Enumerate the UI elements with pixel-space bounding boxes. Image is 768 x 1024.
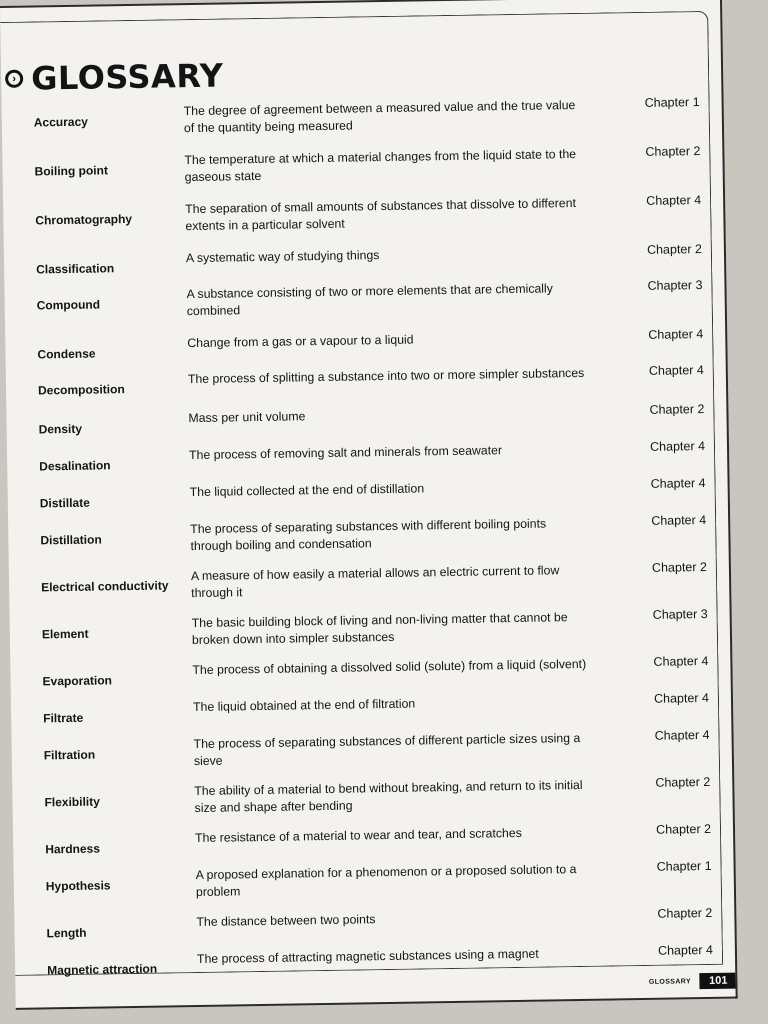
glossary-entry <box>40 513 706 557</box>
glossary-term: Evaporation <box>42 673 113 689</box>
glossary-term: Condense <box>37 346 96 362</box>
glossary-entry <box>35 193 701 237</box>
glossary-chapter: Chapter 2 <box>651 559 708 575</box>
glossary-chapter: Chapter 4 <box>653 653 709 669</box>
page-number: 101 <box>699 973 736 990</box>
glossary-definition: Change from a gas or a vapour to a liquid <box>187 332 414 351</box>
glossary-chapter: Chapter 2 <box>655 774 711 790</box>
glossary-term: Magnetic attraction <box>47 961 158 978</box>
glossary-term: Classification <box>36 261 115 277</box>
glossary-term: Chromatography <box>35 211 133 228</box>
glossary-definition: The liquid obtained at the end of filtration <box>192 696 416 715</box>
glossary-entry <box>36 242 702 276</box>
glossary-entry <box>47 943 713 977</box>
glossary-term: Filtration <box>43 747 96 763</box>
glossary-term: Boiling point <box>34 163 109 179</box>
glossary-term: Flexibility <box>44 794 100 810</box>
glossary-term: Filtrate <box>43 710 84 726</box>
glossary-definition: The temperature at which a material changes from the liquid state to the gaseous state <box>184 146 577 185</box>
glossary-entry <box>46 859 712 903</box>
glossary-entry <box>44 775 710 819</box>
glossary-definition: The process of separating substances with different boiling points through boiling and condensation <box>190 516 547 554</box>
glossary-definition: A substance consisting of two or more elements that are chemically combined <box>186 281 553 319</box>
circle-arrow-icon: › <box>5 70 23 88</box>
page-footer <box>649 973 736 990</box>
glossary-chapter: Chapter 2 <box>645 144 701 159</box>
glossary-definition: The process of separating substances of different particle sizes using a sieve <box>193 730 581 769</box>
glossary-chapter: Chapter 4 <box>653 690 710 706</box>
glossary-chapter: Chapter 1 <box>644 95 700 110</box>
glossary-chapter: Chapter 4 <box>650 475 706 491</box>
glossary-entry <box>45 822 711 856</box>
glossary-term: Hardness <box>45 841 101 857</box>
glossary-term: Hypothesis <box>45 878 111 894</box>
glossary-entry <box>39 439 705 473</box>
glossary-entry <box>38 363 704 397</box>
glossary-chapter: Chapter 2 <box>656 821 712 837</box>
glossary-entry <box>44 728 710 772</box>
glossary-definition: The liquid collected at the end of distillation <box>189 481 425 500</box>
glossary-chapter: Chapter 4 <box>657 942 714 958</box>
glossary-definition: The process of splitting a substance into two or more simpler substances <box>187 365 585 387</box>
glossary-term: Decomposition <box>37 382 125 398</box>
glossary-chapter: Chapter 4 <box>651 512 707 528</box>
glossary-definition: The process of attracting magnetic substances using a magnet <box>196 946 539 967</box>
glossary-definition: The ability of a material to bend without breaking, and return to its initial size and shape after bending <box>194 777 583 816</box>
page-title: GLOSSARY <box>30 56 224 98</box>
glossary-term: Electrical conductivity <box>41 578 169 595</box>
glossary-entry <box>46 906 712 940</box>
glossary-entry <box>42 654 708 688</box>
glossary-chapter: Chapter 4 <box>648 326 704 342</box>
glossary-entry <box>37 327 703 361</box>
glossary-entry <box>38 402 704 436</box>
glossary-chapter: Chapter 3 <box>647 278 703 293</box>
glossary-definition: A systematic way of studying things <box>185 248 380 266</box>
glossary-definition: A measure of how easily a material allows an electric current to flow through it <box>190 563 560 601</box>
glossary-definition: The resistance of a material to wear and tear, and scratches <box>194 825 522 846</box>
glossary-term: Density <box>38 421 83 437</box>
glossary-definition: The process of removing salt and minerals from seawater <box>188 443 503 463</box>
glossary-entry <box>41 560 707 604</box>
glossary-term: Distillate <box>39 495 90 511</box>
glossary-chapter: Chapter 4 <box>648 362 704 378</box>
glossary-chapter: Chapter 2 <box>649 401 705 417</box>
glossary-chapter: Chapter 1 <box>656 858 712 874</box>
glossary-header <box>5 57 224 98</box>
glossary-entry <box>42 607 708 651</box>
glossary-term: Compound <box>36 297 101 313</box>
glossary-entry <box>40 476 706 510</box>
glossary-chapter: Chapter 4 <box>649 438 706 454</box>
glossary-chapter: Chapter 4 <box>654 727 710 743</box>
glossary-definition: The separation of small amounts of substances that dissolve to different extents in a particular solvent <box>185 195 577 234</box>
footer-label: GLOSSARY <box>648 977 692 986</box>
glossary-entry <box>34 144 700 188</box>
glossary-definition: The distance between two points <box>196 912 376 930</box>
glossary-term: Length <box>46 925 87 941</box>
glossary-definition: The degree of agreement between a measured value and the true value of the quantity being measured <box>183 97 576 136</box>
glossary-definition: The process of obtaining a dissolved solid (solute) from a liquid (solvent) <box>192 656 587 678</box>
glossary-definition: A proposed explanation for a phenomenon or a proposed solution to a problem <box>195 862 577 900</box>
glossary-term: Accuracy <box>33 114 88 130</box>
glossary-chapter: Chapter 2 <box>657 905 713 921</box>
glossary-term: Distillation <box>40 532 102 548</box>
glossary-definition: Mass per unit volume <box>188 409 306 426</box>
glossary-term: Desalination <box>39 458 111 474</box>
glossary-definition: The basic building block of living and non-living matter that cannot be broken down into simpler substances <box>191 610 568 648</box>
glossary-chapter: Chapter 3 <box>652 606 708 622</box>
glossary-list <box>34 95 714 977</box>
glossary-chapter: Chapter 2 <box>646 242 703 257</box>
glossary-chapter: Chapter 4 <box>646 193 702 208</box>
glossary-term: Element <box>41 626 89 642</box>
glossary-entry <box>43 691 709 725</box>
glossary-entry <box>36 278 702 322</box>
